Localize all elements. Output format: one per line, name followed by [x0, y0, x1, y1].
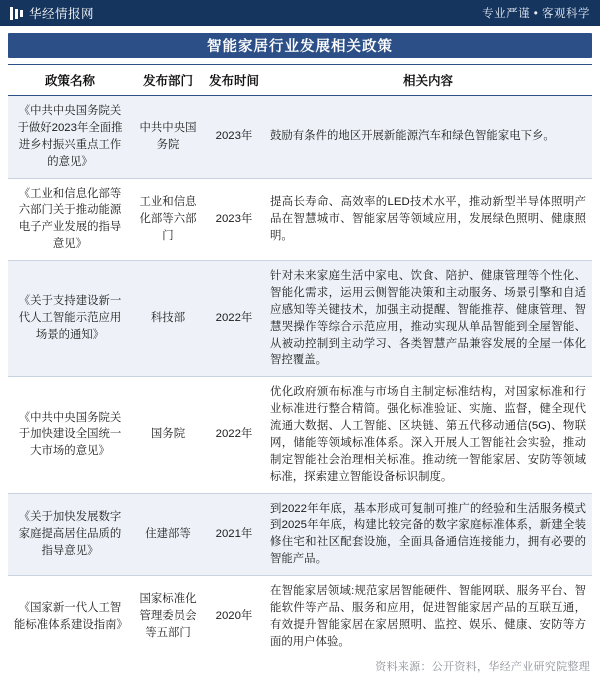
cell-policy-name: 《工业和信息化部等六部门关于推动能源电子产业发展的指导意见》 — [8, 178, 132, 261]
cell-time: 2023年 — [204, 178, 264, 261]
cell-content: 提高长寿命、高效率的LED技术水平，推动新型半导体照明产品在智慧城市、智能家居等领域应用，发展绿色照明、健康照明。 — [264, 178, 592, 261]
slogan: 专业严谨 • 客观科学 — [482, 8, 590, 20]
policy-table-wrapper — [8, 64, 592, 658]
bars-logo-icon — [10, 7, 23, 20]
column-header-name: 政策名称 — [8, 65, 132, 96]
cell-time: 2020年 — [204, 576, 264, 658]
cell-content: 优化政府颁布标准与市场自主制定标准结构，对国家标准和行业标准进行整合精简。强化标准验证、实施、监督，健全现代流通大数据、人工智能、区块链、第五代移动通信(5G)、物联网，储能等领域标准体系。深入开展人工智能社会实验，推动制定智能社会治理相关标准。推动统一智能家居、安防等领域标准，探索建立智能设备标识制度。 — [264, 377, 592, 493]
policy-table — [8, 64, 592, 658]
cell-time: 2022年 — [204, 261, 264, 377]
column-header-time: 发布时间 — [204, 65, 264, 96]
brand — [10, 4, 94, 22]
source-note: 资料来源：公开资料，华经产业研究院整理 — [375, 661, 590, 673]
page-title-text: 智能家居行业发展相关政策 — [207, 39, 393, 55]
brand-name: 华经情报网 — [29, 7, 95, 21]
page-title — [8, 33, 592, 58]
table-row — [8, 178, 592, 261]
cell-department: 住建部等 — [132, 493, 204, 576]
cell-content: 鼓励有条件的地区开展新能源汽车和绿色智能家电下乡。 — [264, 96, 592, 179]
cell-department: 国务院 — [132, 377, 204, 493]
cell-department: 国家标准化管理委员会等五部门 — [132, 576, 204, 658]
top-bar — [0, 0, 600, 26]
cell-content: 到2022年年底，基本形成可复制可推广的经验和生活服务模式到2025年年底，构建比较完备的数字家庭标准体系，新建全装修住宅和社区配套设施，全面具备通信连接能力，拥有必要的智能产品。 — [264, 493, 592, 576]
cell-policy-name: 《中共中央国务院关于加快建设全国统一大市场的意见》 — [8, 377, 132, 493]
cell-department: 科技部 — [132, 261, 204, 377]
cell-department: 工业和信息化部等六部门 — [132, 178, 204, 261]
table-row — [8, 377, 592, 493]
cell-policy-name: 《国家新一代人工智能标准体系建设指南》 — [8, 576, 132, 658]
table-row — [8, 261, 592, 377]
cell-time: 2021年 — [204, 493, 264, 576]
table-row — [8, 576, 592, 658]
table-row — [8, 96, 592, 179]
cell-policy-name: 《关于支持建设新一代人工智能示范应用场景的通知》 — [8, 261, 132, 377]
cell-department: 中共中央国务院 — [132, 96, 204, 179]
column-header-dept: 发布部门 — [132, 65, 204, 96]
cell-policy-name: 《关于加快发展数字家庭提高居住品质的指导意见》 — [8, 493, 132, 576]
cell-time: 2022年 — [204, 377, 264, 493]
column-header-content: 相关内容 — [264, 65, 592, 96]
cell-content: 针对未来家庭生活中家电、饮食、陪护、健康管理等个性化、智能化需求，运用云侧智能决策和主动服务、场景引擎和自适应感知等关键技术，加强主动提醒、智能推荐、健康管理、智慧哭操作等综合示范应用，推动实现从单品智能到全屋智能、从被动控制到主动学习、各类智慧产品兼容发展的全屋一体化智控覆盖。 — [264, 261, 592, 377]
table-header-row — [8, 65, 592, 96]
cell-content: 在智能家居领域:规范家居智能硬件、智能网联、服务平台、智能软件等产品、服务和应用，促进智能家居产品的互联互通，有效提升智能家居在家居照明、监控、娱乐、健康、安防等方面的用户体验。 — [264, 576, 592, 658]
cell-time: 2023年 — [204, 96, 264, 179]
table-row — [8, 493, 592, 576]
cell-policy-name: 《中共中央国务院关于做好2023年全面推进乡村振兴重点工作的意见》 — [8, 96, 132, 179]
